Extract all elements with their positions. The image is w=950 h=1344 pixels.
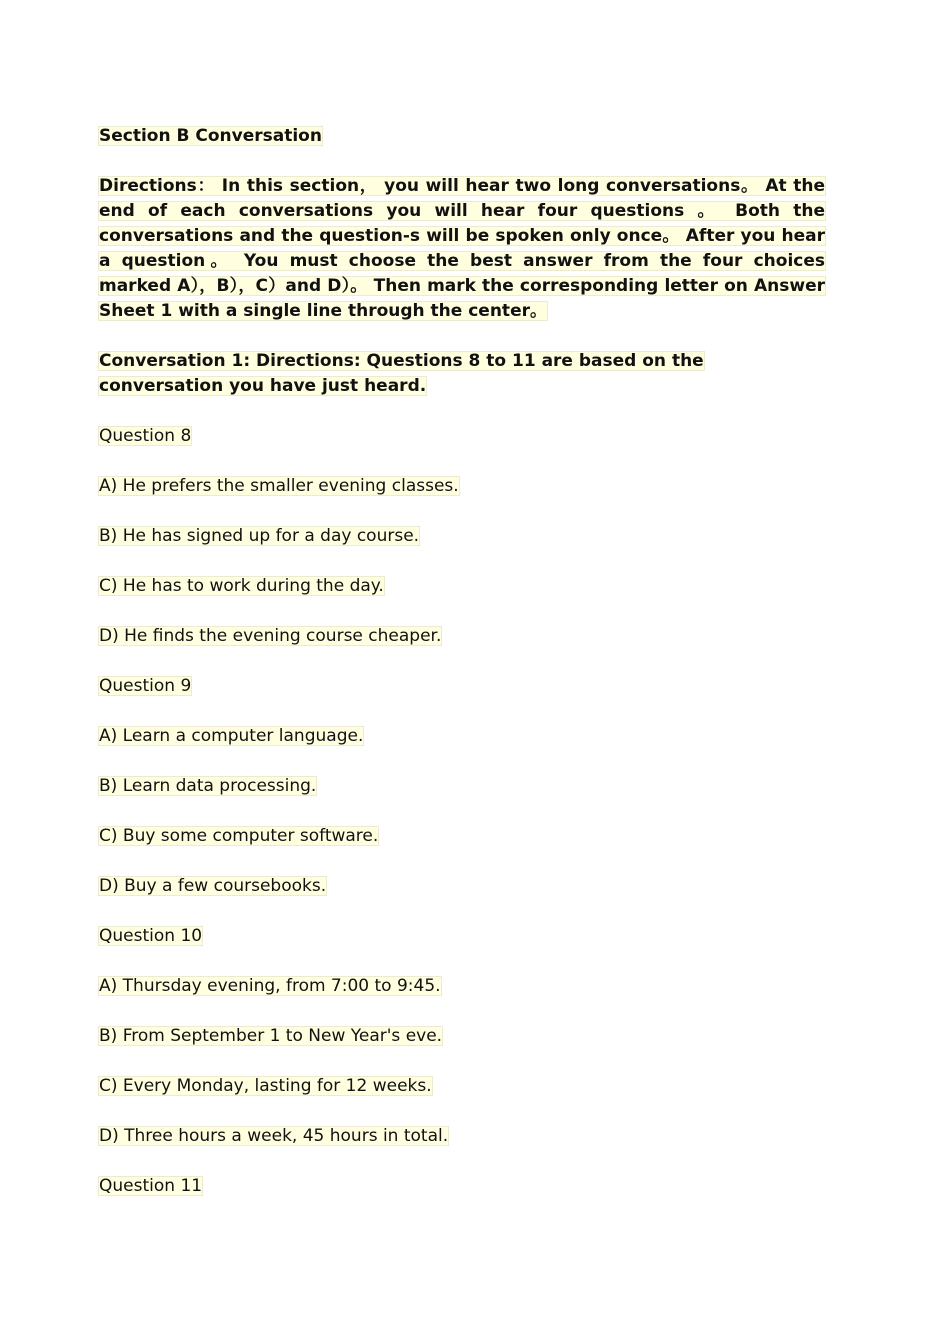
conversation-1-directions-text: Conversation 1: Directions: Questions 8 to 11 are based on the conversation you have just heard. — [99, 351, 704, 396]
answer-option: D) He finds the evening course cheaper. — [99, 626, 442, 646]
answer-option: B) From September 1 to New Year's eve. — [99, 1026, 443, 1046]
section-directions — [98, 174, 826, 324]
question-label: Question 8 — [99, 426, 192, 446]
question-block — [98, 1174, 826, 1199]
question-block — [98, 924, 826, 1149]
directions-text: Directions： In this section， you will hear two long conversations。 At the end of each conversations you will hear four questions 。 Both the conversations and the question-s will be spoken only once。 After you hear a question。 You must choose the best answer from the four choices marked A），B），C）and D）。 Then mark the corresponding letter on Answer Sheet 1 with a single line through the center。 — [99, 176, 825, 321]
section-title: Section B Conversation — [99, 126, 322, 146]
answer-option: A) Learn a computer language. — [99, 726, 364, 746]
conversation-1-directions — [98, 349, 826, 399]
answer-option: A) He prefers the smaller evening classes. — [99, 476, 459, 496]
question-block — [98, 424, 826, 649]
question-label: Question 9 — [99, 676, 192, 696]
answer-option: D) Three hours a week, 45 hours in total. — [99, 1126, 449, 1146]
answer-option: C) Every Monday, lasting for 12 weeks. — [99, 1076, 432, 1096]
answer-option: C) He has to work during the day. — [99, 576, 384, 596]
document-page — [98, 124, 826, 1224]
question-label: Question 10 — [99, 926, 203, 946]
answer-option: B) Learn data processing. — [99, 776, 317, 796]
question-label: Question 11 — [99, 1176, 203, 1196]
section-heading — [98, 124, 826, 149]
question-block — [98, 674, 826, 899]
answer-option: D) Buy a few coursebooks. — [99, 876, 327, 896]
answer-option: B) He has signed up for a day course. — [99, 526, 420, 546]
answer-option: A) Thursday evening, from 7:00 to 9:45. — [99, 976, 441, 996]
answer-option: C) Buy some computer software. — [99, 826, 379, 846]
